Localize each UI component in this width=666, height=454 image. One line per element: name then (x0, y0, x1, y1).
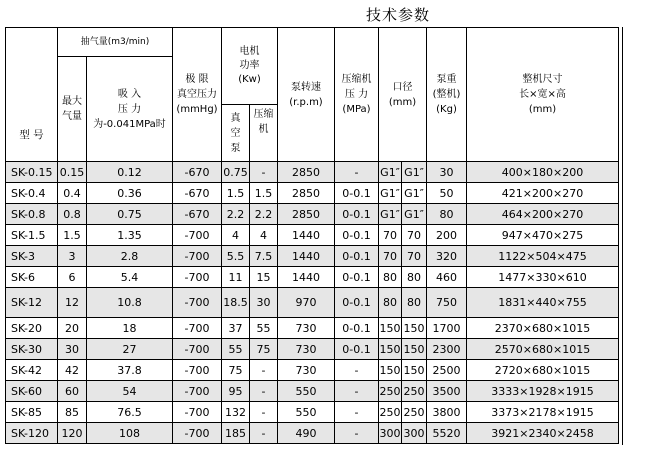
cell-speed: 730 (278, 339, 335, 360)
cell-weight: 3800 (427, 402, 467, 423)
cell-model: SK-3 (6, 246, 58, 267)
cell-speed: 730 (278, 318, 335, 339)
cell-p2: - (250, 381, 278, 402)
header-vacuum-pump: 真 空 泵 (222, 105, 250, 162)
cell-max: 1.5 (58, 225, 87, 246)
cell-p2: 55 (250, 318, 278, 339)
cell-suction: 18 (87, 318, 173, 339)
cell-p2: - (250, 423, 278, 444)
cell-cp: 0-0.1 (335, 246, 379, 267)
cell-cp: 0-0.1 (335, 204, 379, 225)
cell-size: 3373×2178×1915 (467, 402, 619, 423)
right-border-line (622, 27, 623, 445)
cell-weight: 50 (427, 183, 467, 204)
cell-suction: 0.36 (87, 183, 173, 204)
cell-weight: 460 (427, 267, 467, 288)
cell-d1: 70 (379, 246, 402, 267)
header-max-pump: 最大 气量 (58, 57, 87, 162)
cell-suction: 2.8 (87, 246, 173, 267)
cell-size: 3333×1928×1915 (467, 381, 619, 402)
cell-model: SK-6 (6, 267, 58, 288)
cell-p1: 5.5 (222, 246, 250, 267)
cell-model: SK-0.15 (6, 162, 58, 183)
cell-model: SK-12 (6, 288, 58, 318)
cell-d1: 150 (379, 318, 402, 339)
cell-d2: 80 (402, 288, 427, 318)
cell-cp: 0-0.1 (335, 339, 379, 360)
cell-d2: 300 (402, 423, 427, 444)
cell-size: 2720×680×1015 (467, 360, 619, 381)
cell-weight: 200 (427, 225, 467, 246)
cell-size: 400×180×200 (467, 162, 619, 183)
cell-p2: 1.5 (250, 183, 278, 204)
cell-d1: G1″ (379, 204, 402, 225)
header-vacuum: 极 限 真空压力 (mmHg) (173, 28, 222, 162)
cell-suction: 54 (87, 381, 173, 402)
cell-suction: 76.5 (87, 402, 173, 423)
cell-speed: 2850 (278, 162, 335, 183)
cell-d1: 250 (379, 402, 402, 423)
cell-suction: 0.12 (87, 162, 173, 183)
cell-d2: 150 (402, 360, 427, 381)
cell-vacuum: -700 (173, 246, 222, 267)
spec-table-body (6, 162, 619, 444)
cell-d1: 250 (379, 381, 402, 402)
header-suction: 吸 入 压 力 为-0.041MPa时 (87, 57, 173, 162)
cell-weight: 750 (427, 288, 467, 318)
cell-size: 1477×330×610 (467, 267, 619, 288)
table-row (6, 360, 619, 381)
cell-size: 947×470×275 (467, 225, 619, 246)
cell-model: SK-20 (6, 318, 58, 339)
cell-p2: 7.5 (250, 246, 278, 267)
cell-vacuum: -700 (173, 267, 222, 288)
cell-d2: 70 (402, 246, 427, 267)
cell-p1: 37 (222, 318, 250, 339)
cell-max: 0.15 (58, 162, 87, 183)
cell-p2: 15 (250, 267, 278, 288)
cell-p2: - (250, 402, 278, 423)
cell-cp: - (335, 162, 379, 183)
cell-cp: 0-0.1 (335, 183, 379, 204)
cell-p2: 4 (250, 225, 278, 246)
cell-speed: 2850 (278, 204, 335, 225)
cell-vacuum: -700 (173, 339, 222, 360)
cell-cp: - (335, 360, 379, 381)
cell-weight: 30 (427, 162, 467, 183)
cell-cp: 0-0.1 (335, 225, 379, 246)
cell-max: 0.4 (58, 183, 87, 204)
cell-size: 3921×2340×2458 (467, 423, 619, 444)
cell-p1: 0.75 (222, 162, 250, 183)
cell-max: 60 (58, 381, 87, 402)
cell-d2: 70 (402, 225, 427, 246)
table-row (6, 183, 619, 204)
cell-p1: 132 (222, 402, 250, 423)
cell-model: SK-30 (6, 339, 58, 360)
cell-max: 120 (58, 423, 87, 444)
cell-p1: 95 (222, 381, 250, 402)
cell-p1: 11 (222, 267, 250, 288)
cell-d1: G1″ (379, 183, 402, 204)
page-title: 技术参数 (366, 6, 431, 24)
cell-p2: 75 (250, 339, 278, 360)
cell-p1: 1.5 (222, 183, 250, 204)
cell-cp: - (335, 402, 379, 423)
cell-d2: 250 (402, 402, 427, 423)
cell-max: 12 (58, 288, 87, 318)
cell-model: SK-85 (6, 402, 58, 423)
cell-p1: 75 (222, 360, 250, 381)
cell-max: 85 (58, 402, 87, 423)
cell-d2: 150 (402, 339, 427, 360)
cell-size: 2570×680×1015 (467, 339, 619, 360)
cell-model: SK-42 (6, 360, 58, 381)
cell-suction: 108 (87, 423, 173, 444)
cell-p1: 185 (222, 423, 250, 444)
cell-cp: - (335, 381, 379, 402)
cell-p2: - (250, 360, 278, 381)
cell-cp: 0-0.1 (335, 288, 379, 318)
header-comp-pressure: 压缩机 压 力 (MPa) (335, 28, 379, 162)
cell-model: SK-60 (6, 381, 58, 402)
cell-max: 30 (58, 339, 87, 360)
cell-speed: 730 (278, 360, 335, 381)
cell-speed: 1440 (278, 225, 335, 246)
cell-suction: 27 (87, 339, 173, 360)
header-weight: 泵重 (整机) (Kg) (427, 28, 467, 162)
cell-cp: 0-0.1 (335, 318, 379, 339)
cell-p1: 55 (222, 339, 250, 360)
cell-speed: 2850 (278, 183, 335, 204)
cell-d1: 150 (379, 339, 402, 360)
table-row (6, 318, 619, 339)
header-pump-group: 抽气量(m3/min) (58, 28, 173, 57)
cell-weight: 320 (427, 246, 467, 267)
table-row (6, 288, 619, 318)
header-compressor: 压缩 机 (250, 105, 278, 162)
cell-model: SK-0.4 (6, 183, 58, 204)
cell-weight: 2300 (427, 339, 467, 360)
cell-p2: - (250, 162, 278, 183)
cell-cp: - (335, 423, 379, 444)
cell-max: 20 (58, 318, 87, 339)
cell-d2: 80 (402, 267, 427, 288)
cell-suction: 1.35 (87, 225, 173, 246)
cell-vacuum: -700 (173, 225, 222, 246)
cell-suction: 10.8 (87, 288, 173, 318)
cell-vacuum: -700 (173, 318, 222, 339)
cell-vacuum: -700 (173, 288, 222, 318)
cell-vacuum: -670 (173, 183, 222, 204)
cell-d1: 150 (379, 360, 402, 381)
cell-vacuum: -670 (173, 162, 222, 183)
header-caliber: 口径 (mm) (379, 28, 427, 162)
table-row (6, 225, 619, 246)
cell-d2: 250 (402, 381, 427, 402)
cell-p2: 2.2 (250, 204, 278, 225)
table-row (6, 204, 619, 225)
cell-speed: 970 (278, 288, 335, 318)
table-row (6, 339, 619, 360)
cell-speed: 490 (278, 423, 335, 444)
cell-p1: 18.5 (222, 288, 250, 318)
cell-weight: 80 (427, 204, 467, 225)
cell-d2: 150 (402, 318, 427, 339)
cell-p1: 2.2 (222, 204, 250, 225)
cell-d2: G1″ (402, 183, 427, 204)
cell-speed: 550 (278, 402, 335, 423)
cell-p2: 30 (250, 288, 278, 318)
cell-max: 0.8 (58, 204, 87, 225)
cell-d2: G1″ (402, 162, 427, 183)
table-row (6, 423, 619, 444)
cell-vacuum: -700 (173, 360, 222, 381)
header-motor-group: 电机 功率 (Kw) (222, 28, 278, 105)
table-row (6, 162, 619, 183)
cell-suction: 0.75 (87, 204, 173, 225)
cell-suction: 5.4 (87, 267, 173, 288)
cell-model: SK-1.5 (6, 225, 58, 246)
cell-cp: 0-0.1 (335, 267, 379, 288)
spec-table (5, 27, 619, 444)
cell-model: SK-0.8 (6, 204, 58, 225)
table-row (6, 381, 619, 402)
cell-speed: 550 (278, 381, 335, 402)
cell-speed: 1440 (278, 246, 335, 267)
table-row (6, 267, 619, 288)
cell-d1: 70 (379, 225, 402, 246)
cell-d1: 80 (379, 267, 402, 288)
cell-d1: 300 (379, 423, 402, 444)
cell-max: 42 (58, 360, 87, 381)
header-speed: 泵转速 (r.p.m) (278, 28, 335, 162)
cell-d1: 80 (379, 288, 402, 318)
cell-speed: 1440 (278, 267, 335, 288)
cell-model: SK-120 (6, 423, 58, 444)
cell-max: 6 (58, 267, 87, 288)
cell-vacuum: -700 (173, 402, 222, 423)
cell-vacuum: -700 (173, 381, 222, 402)
cell-weight: 3500 (427, 381, 467, 402)
header-model: 型 号 (6, 28, 58, 162)
cell-suction: 37.8 (87, 360, 173, 381)
cell-d1: G1″ (379, 162, 402, 183)
cell-size: 1831×440×755 (467, 288, 619, 318)
cell-p1: 4 (222, 225, 250, 246)
cell-size: 2370×680×1015 (467, 318, 619, 339)
header-size: 整机尺寸 长×宽×高 (mm) (467, 28, 619, 162)
cell-weight: 5520 (427, 423, 467, 444)
cell-size: 1122×504×475 (467, 246, 619, 267)
cell-d2: G1″ (402, 204, 427, 225)
cell-weight: 1700 (427, 318, 467, 339)
cell-size: 421×200×270 (467, 183, 619, 204)
cell-vacuum: -670 (173, 204, 222, 225)
cell-weight: 2500 (427, 360, 467, 381)
spec-table-container (5, 27, 619, 444)
table-row (6, 246, 619, 267)
cell-size: 464×200×270 (467, 204, 619, 225)
cell-vacuum: -700 (173, 423, 222, 444)
table-row (6, 402, 619, 423)
cell-max: 3 (58, 246, 87, 267)
